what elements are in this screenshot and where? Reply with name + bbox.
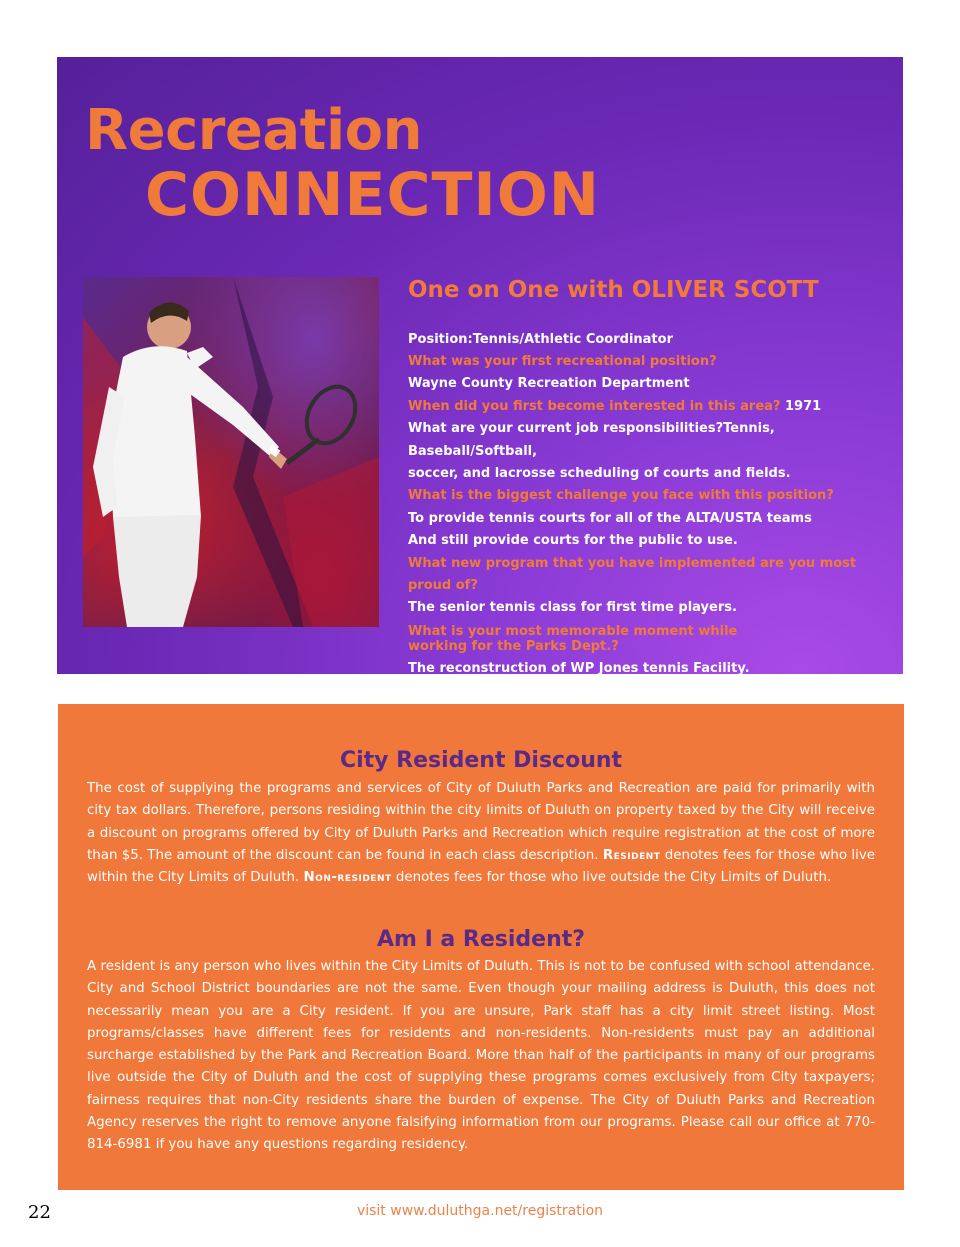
answer-2: 1971 — [785, 398, 822, 414]
answer-6: The reconstruction of WP Jones tennis Facility. — [408, 660, 750, 676]
tennis-player-illustration — [83, 277, 379, 627]
question-6-line1: What is your most memorable moment while — [408, 623, 738, 639]
position-text: Position:Tennis/Athletic Coordinator — [408, 331, 673, 347]
question-6-line2: working for the Parks Dept.? — [408, 638, 619, 654]
answer-3-part1: Tennis, Baseball/Softball, — [408, 421, 775, 459]
tennis-player-photo — [83, 277, 379, 627]
question-5: What new program that you have implemented are you most proud of? — [408, 555, 857, 594]
title-connection: CONNECTION — [145, 160, 600, 230]
info-panel — [58, 704, 904, 1190]
question-1: What was your first recreational position? — [408, 354, 717, 369]
interview-content — [408, 277, 898, 680]
page-number: 22 — [28, 1202, 51, 1223]
answer-4-line2: And still provide courts for the public to use. — [408, 533, 738, 549]
question-2: When did you first become interested in this area? — [408, 398, 781, 414]
question-3: What are your current job responsibilities? — [408, 421, 724, 437]
registration-link[interactable]: visit www.duluthga.net/registration — [356, 1203, 604, 1219]
nonresident-term: Non-resident — [303, 870, 392, 886]
discount-text-part3: denotes fees for those who live outside the City Limits of Duluth. — [391, 870, 832, 886]
interview-heading: One on One with OLIVER SCOTT — [408, 277, 819, 303]
interview-panel — [57, 57, 903, 674]
resident-term: Resident — [602, 847, 661, 863]
discount-text-part2: denotes fees for those who live within the City Limits of Duluth. — [87, 847, 875, 886]
discount-text-part1: The cost of supplying the programs and services of City of Duluth Parks and Recreation are paid for primarily with city tax dollars. Therefore, persons residing within the city limits of Duluth on property taxed by the City will receive a discount on programs offered by City of Duluth Parks and Recreation which require registration at the cost of more than $5. The amount of the discount can be found in each class description. — [87, 781, 875, 863]
resident-text: A resident is any person who lives within the City Limits of Duluth. This is not to be confused with school attendance. City and School District boundaries are not the same. Even though your mailing address is Duluth, this does not necessarily mean you are a City resident. If you are unsure, Park staff has a city limit street listing. Most programs/classes have different fees for residents and non-residents. Non-residents must pay an additional surcharge established by the Park and Recreation Board. More than half of the participants in many of our programs live outside the City of Duluth and the cost of supplying these programs comes exclusively from City taxpayers; fairness requires that non-City residents share the burden of expense. The City of Duluth Parks and Recreation Agency reserves the right to remove anyone falsifying information from our programs. Please call our office at 770-814-6981 if you have any questions regarding residency. — [87, 959, 875, 1153]
answer-4-line1: To provide tennis courts for all of the ALTA/USTA teams — [408, 510, 812, 526]
answer-5: The senior tennis class for first time players. — [408, 600, 737, 616]
answer-1: Wayne County Recreation Department — [408, 376, 690, 392]
resident-title: Am I a Resident? — [376, 927, 586, 952]
question-4: What is the biggest challenge you face with this position? — [408, 488, 834, 504]
question-answer-3 — [408, 418, 898, 463]
title-recreation: Recreation — [85, 98, 422, 163]
answer-3-part2: soccer, and lacrosse scheduling of courts and fields. — [408, 466, 791, 482]
discount-title: City Resident Discount — [339, 748, 623, 773]
discount-text — [87, 778, 875, 889]
question-answer-2 — [408, 396, 898, 418]
